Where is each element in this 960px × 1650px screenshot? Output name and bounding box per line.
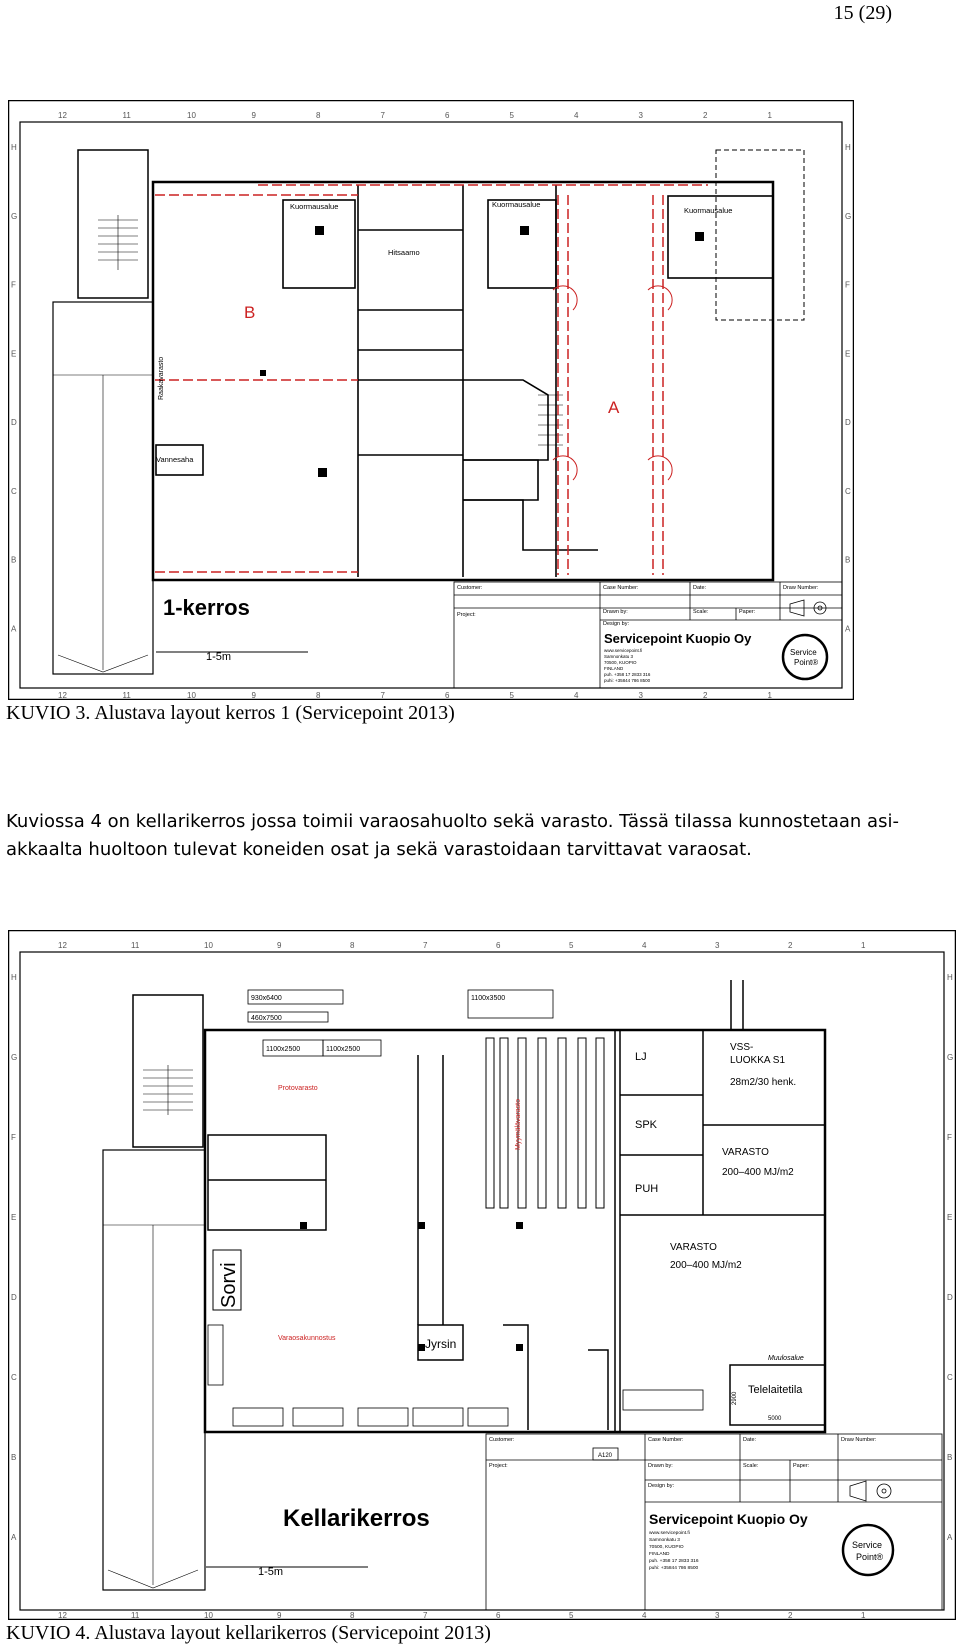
grid-row-label: D [845, 418, 851, 427]
grid-row-label: B [11, 555, 17, 565]
grid-column-label: 8 [350, 1611, 355, 1620]
paragraph-line-1: Kuviossa 4 on kellarikerros jossa toimii varaosahuolto sekä varasto. Tässä tilassa kunnostetaan asi- [6, 811, 899, 832]
area-label-kuormausalue-1: Kuormausalue [290, 202, 339, 211]
room-muulosalue: Muulosalue [768, 1355, 804, 1362]
room-spk: SPK [635, 1119, 658, 1131]
grid-column-label: 11 [131, 941, 140, 950]
tb-company: Servicepoint Kuopio Oy [604, 631, 752, 646]
tb-project: Project: [457, 612, 476, 618]
grid-column-label: 10 [187, 111, 196, 120]
grid-row-label: G [11, 211, 18, 221]
dim-930x6400: 930x6400 [251, 995, 282, 1002]
room-varasto-2-load: 200–400 MJ/m2 [670, 1260, 742, 1271]
logo-text-2: Point® [794, 658, 819, 667]
grid-column-label: 9 [251, 111, 256, 120]
grid-row-label: H [947, 973, 953, 982]
grid-column-label: 8 [316, 691, 321, 700]
grid-row-label: B [947, 1453, 953, 1462]
tb2-drawn-by: Drawn by: [648, 1463, 673, 1469]
dim-1100x2500-a: 1100x2500 [266, 1046, 301, 1053]
grid-column-label: 12 [58, 1611, 67, 1620]
grid-column-label: 1 [767, 691, 772, 700]
grid-column-label: 10 [187, 691, 196, 700]
grid-column-label: 2 [703, 691, 708, 700]
grid-column-label: 9 [251, 691, 256, 700]
grid-row-label: G [845, 211, 852, 221]
grid-row-label: E [845, 349, 851, 359]
grid-column-label: 12 [58, 111, 67, 120]
grid-column-label: 3 [715, 941, 720, 950]
dim-1100x2500-b: 1100x2500 [326, 1046, 361, 1053]
floor-plan-2 [8, 930, 956, 1620]
dim-1100x3500: 1100x3500 [471, 995, 506, 1002]
grid-row-label: A [845, 624, 851, 634]
grid-row-label: A [11, 1533, 17, 1542]
grid-row-label: F [11, 1133, 16, 1142]
grid-column-label: 4 [642, 941, 647, 950]
grid-row-label: H [11, 143, 17, 152]
area-label-varaosakunnostus: Varaosakunnostus [278, 1335, 336, 1342]
grid-row-label: F [845, 280, 850, 290]
room-vss-2: LUOKKA S1 [730, 1055, 786, 1066]
grid-column-label: 8 [350, 941, 355, 950]
grid-row-label: D [11, 1293, 17, 1302]
dim-5000: 5000 [768, 1416, 782, 1422]
tb2-address-3: FINLAND [649, 1552, 670, 1557]
grid-column-label: 5 [569, 1611, 574, 1620]
tb2-customer: Customer: [489, 1437, 515, 1443]
grid-column-label: 10 [204, 1611, 213, 1620]
grid-column-label: 2 [703, 111, 708, 120]
room-varasto-2-title: VARASTO [670, 1242, 717, 1253]
floor-label-2: Kellarikerros [283, 1505, 430, 1532]
tb2-paper: Paper: [793, 1463, 810, 1469]
grid-column-label: 6 [445, 691, 450, 700]
grid-row-label: D [947, 1293, 953, 1302]
tb-address-0: www.servicepoint.fi [604, 648, 643, 653]
tb2-address-1: Samnonkatu 3 [649, 1538, 680, 1543]
tb2-address-5: puhi: +35844 786 8500 [649, 1566, 699, 1571]
room-puh: PUH [635, 1183, 659, 1195]
tb-address-1: Samnonkatu 3 [604, 654, 634, 659]
area-label-kuormausalue-2: Kuormausalue [492, 200, 541, 209]
grid-column-label: 3 [638, 111, 643, 120]
area-label-vannesaha: Vannesaha [156, 455, 194, 464]
grid-row-label: B [11, 1453, 17, 1462]
grid-column-label: 5 [569, 941, 574, 950]
grid-column-label: 11 [122, 111, 131, 120]
grid-column-label: 11 [131, 1611, 140, 1620]
grid-column-label: 3 [638, 691, 643, 700]
grid-column-label: 3 [715, 1611, 720, 1620]
area-label-a: A [608, 398, 620, 417]
tb2-date: Date: [743, 1437, 757, 1443]
logo2-text-2: Point® [856, 1552, 884, 1562]
grid-row-label: B [845, 555, 851, 565]
room-vss-3: 28m2/30 henk. [730, 1077, 797, 1088]
grid-row-label: F [947, 1133, 952, 1142]
scale-label: 1-5m [206, 651, 232, 663]
grid-row-label: G [947, 1053, 954, 1062]
dim-2900: 2900 [732, 1391, 738, 1405]
tb-address-4: puh. +358 17 2833 316 [604, 672, 651, 677]
tb-customer: Customer: [457, 585, 483, 591]
grid-row-label: H [845, 143, 851, 152]
grid-column-label: 12 [58, 941, 67, 950]
grid-column-label: 6 [445, 111, 450, 120]
tb-address-3: FINLAND [604, 666, 624, 671]
tb-address-2: 70500, KUOPIO [604, 660, 637, 665]
grid-row-label: C [947, 1373, 953, 1382]
area-label-hitsaamo: Hitsaamo [388, 248, 420, 257]
grid-column-label: 7 [380, 691, 385, 700]
grid-row-label: A [11, 624, 17, 634]
room-varasto-1-load: 200–400 MJ/m2 [722, 1167, 794, 1178]
tb2-address-4: puh. +358 17 2833 316 [649, 1559, 699, 1564]
area-label-kuormausalue-3: Kuormausalue [684, 206, 733, 215]
grid-column-label: 1 [861, 941, 866, 950]
grid-row-label: D [11, 418, 17, 427]
tb2-draw-number: Draw Number: [841, 1437, 877, 1443]
figure-caption-2: KUVIO 4. Alustava layout kellarikerros (Servicepoint 2013) [6, 1622, 491, 1644]
grid-column-label: 2 [788, 1611, 793, 1620]
area-label-b: B [244, 303, 256, 322]
tb-case-number: Case Number: [603, 585, 639, 591]
grid-row-label: G [11, 1053, 18, 1062]
room-varasto-1-title: VARASTO [722, 1147, 769, 1158]
floor-plan-1 [8, 100, 854, 700]
tb2-scale: Scale: [743, 1463, 759, 1469]
tb2-address-0: www.servicepoint.fi [649, 1531, 690, 1536]
grid-column-label: 1 [767, 111, 772, 120]
grid-row-label: H [11, 973, 17, 982]
tb-scale: Scale: [693, 609, 709, 615]
room-vss-1: VSS- [730, 1042, 754, 1053]
grid-column-label: 5 [509, 691, 514, 700]
grid-column-label: 12 [58, 691, 67, 700]
grid-column-label: 9 [277, 941, 282, 950]
grid-column-label: 1 [861, 1611, 866, 1620]
tb-drawn-by: Drawn by: [603, 609, 628, 615]
tb-paper: Paper: [739, 609, 756, 615]
grid-row-label: C [11, 486, 17, 496]
grid-row-label: A [947, 1533, 953, 1542]
grid-column-label: 8 [316, 111, 321, 120]
room-lj: LJ [635, 1051, 647, 1063]
grid-column-label: 6 [496, 941, 501, 950]
tb-design-by: Design by: [603, 621, 629, 627]
grid-column-label: 7 [423, 941, 428, 950]
grid-row-label: C [845, 486, 851, 496]
logo2-text-1: Service [852, 1540, 883, 1550]
body-paragraph [6, 808, 936, 864]
area-label-sorvi: Sorvi [218, 1262, 240, 1308]
tb2-case-number: Case Number: [648, 1437, 684, 1443]
grid-row-label: C [11, 1373, 17, 1382]
grid-column-label: 7 [380, 111, 385, 120]
grid-column-label: 11 [122, 691, 131, 700]
grid-row-label: E [11, 349, 17, 359]
grid-column-label: 10 [204, 941, 213, 950]
area-label-myymalavarasto: Myymälävarasto [515, 1099, 522, 1150]
tb2-project: Project: [489, 1463, 508, 1469]
tb2-company: Servicepoint Kuopio Oy [649, 1511, 808, 1527]
paragraph-line-2: akkaalta huoltoon tulevat koneiden osat ja sekä varastoidaan tarvittavat varaosat. [6, 839, 752, 860]
tb-date: Date: [693, 585, 707, 591]
tb2-address-2: 70500, KUOPIO [649, 1545, 684, 1550]
grid-row-label: F [11, 280, 16, 290]
dim-460x7500: 460x7500 [251, 1015, 282, 1022]
page-number: 15 (29) [833, 2, 892, 24]
tb2-design-by: Design by: [648, 1483, 674, 1489]
figure-caption-1: KUVIO 3. Alustava layout kerros 1 (Servicepoint 2013) [6, 702, 455, 724]
tb-address-5: puhi: +35844 786 8500 [604, 678, 651, 683]
tb-draw-number: Draw Number: [783, 585, 819, 591]
floor-label: 1-kerros [163, 595, 250, 620]
door-a120: A120 [598, 1453, 613, 1459]
grid-row-label: E [947, 1213, 953, 1222]
scale-label-2: 1-5m [258, 1566, 284, 1578]
grid-row-label: E [11, 1213, 17, 1222]
grid-column-label: 6 [496, 1611, 501, 1620]
area-label-jyrsin: Jyrsin [425, 1337, 457, 1351]
grid-column-label: 4 [642, 1611, 647, 1620]
grid-column-label: 7 [423, 1611, 428, 1620]
grid-column-label: 4 [574, 691, 579, 700]
grid-column-label: 4 [574, 111, 579, 120]
logo-text-1: Service [790, 648, 817, 657]
area-label-protovarasto: Protovarasto [278, 1085, 318, 1092]
grid-column-label: 9 [277, 1611, 282, 1620]
area-label-raakavarasto: Raakavarasto [158, 356, 165, 400]
grid-column-label: 5 [509, 111, 514, 120]
room-telelaitetila: Telelaitetila [748, 1384, 803, 1396]
grid-column-label: 2 [788, 941, 793, 950]
